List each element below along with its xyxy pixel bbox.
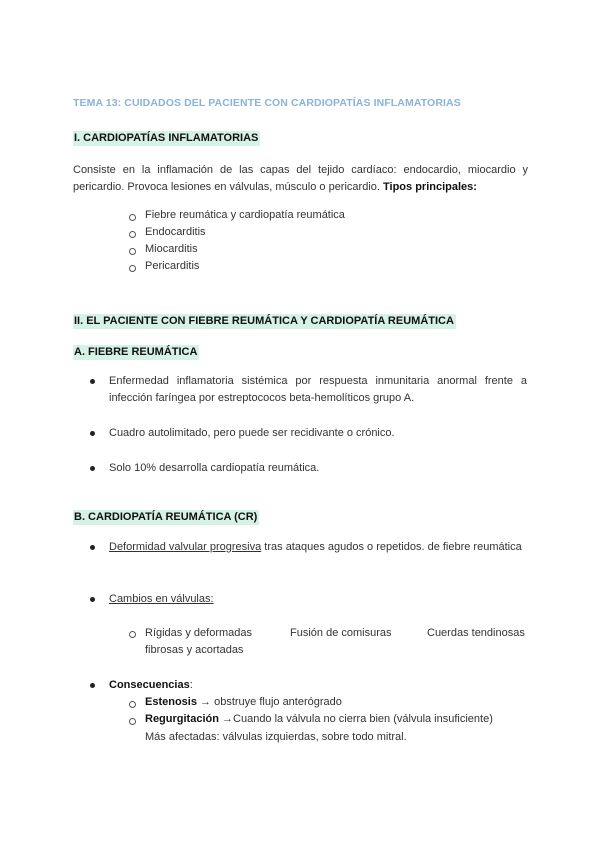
list-item: Cuadro autolimitado, pero puede ser recidivante o crónico. bbox=[109, 427, 395, 439]
document-title: TEMA 13: CUIDADOS DEL PACIENTE CON CARDIOPATÍAS INFLAMATORIAS bbox=[73, 97, 461, 109]
circle-bullet-icon bbox=[129, 701, 136, 708]
list-item: Enfermedad inflamatoria sistémica por respuesta inmunitaria anormal frente a infección faríngea por estreptococos beta-hemolíticos grupo A. bbox=[109, 375, 527, 404]
bullet-icon bbox=[90, 683, 95, 688]
list-item: Fiebre reumática y cardiopatía reumática bbox=[145, 209, 345, 221]
circle-bullet-icon bbox=[129, 248, 136, 255]
list-item bbox=[109, 591, 214, 608]
bullet-icon bbox=[90, 431, 95, 436]
list-item: Deformidad valvular progresiva tras ataques agudos o repetidos. de fiebre reumática bbox=[109, 541, 522, 553]
bullet-icon bbox=[90, 466, 95, 471]
consequences-label: Consecuencias: bbox=[109, 679, 193, 691]
list-item: Miocarditis bbox=[145, 243, 198, 255]
list-item: Rígidas y deformadas bbox=[145, 627, 252, 639]
circle-bullet-icon bbox=[129, 718, 136, 725]
list-item: Endocarditis bbox=[145, 226, 206, 238]
list-item: Regurgitación →Cuando la válvula no cierra bien (válvula insuficiente) bbox=[145, 713, 493, 725]
list-item: Pericarditis bbox=[145, 260, 200, 272]
list-item: Cuerdas tendinosas bbox=[427, 627, 525, 639]
subsection-b-heading: B. CARDIOPATÍA REUMÁTICA (CR) bbox=[74, 511, 258, 523]
bullet-icon bbox=[90, 379, 95, 384]
list-item: Solo 10% desarrolla cardiopatía reumática. bbox=[109, 462, 320, 474]
section-1-paragraph: Consiste en la inflamación de las capas del tejido cardíaco: endocardio, miocardio y pericardio. Provoca lesiones en válvulas, músculo o pericardio. Tipos principales: bbox=[73, 164, 528, 193]
subsection-a-heading: A. FIEBRE REUMÁTICA bbox=[74, 346, 198, 358]
underlined-term: Deformidad valvular progresiva bbox=[109, 541, 262, 553]
list-item: Fusión de comisuras bbox=[290, 627, 392, 639]
section-1-heading: I. CARDIOPATÍAS INFLAMATORIAS bbox=[74, 132, 259, 144]
list-item: fibrosas y acortadas bbox=[145, 644, 244, 656]
underlined-term: Cambios en válvulas: bbox=[109, 593, 214, 605]
bullet-icon bbox=[90, 597, 95, 602]
circle-bullet-icon bbox=[129, 631, 136, 638]
circle-bullet-icon bbox=[129, 231, 136, 238]
note-text: Más afectadas: válvulas izquierdas, sobre todo mitral. bbox=[145, 731, 407, 743]
circle-bullet-icon bbox=[129, 265, 136, 272]
circle-bullet-icon bbox=[129, 214, 136, 221]
types-label: Tipos principales: bbox=[383, 181, 477, 193]
section-2-heading: II. EL PACIENTE CON FIEBRE REUMÁTICA Y CARDIOPATÍA REUMÁTICA bbox=[74, 315, 454, 327]
bullet-icon bbox=[90, 545, 95, 550]
list-item: Estenosis → obstruye flujo anterógrado bbox=[145, 696, 342, 708]
